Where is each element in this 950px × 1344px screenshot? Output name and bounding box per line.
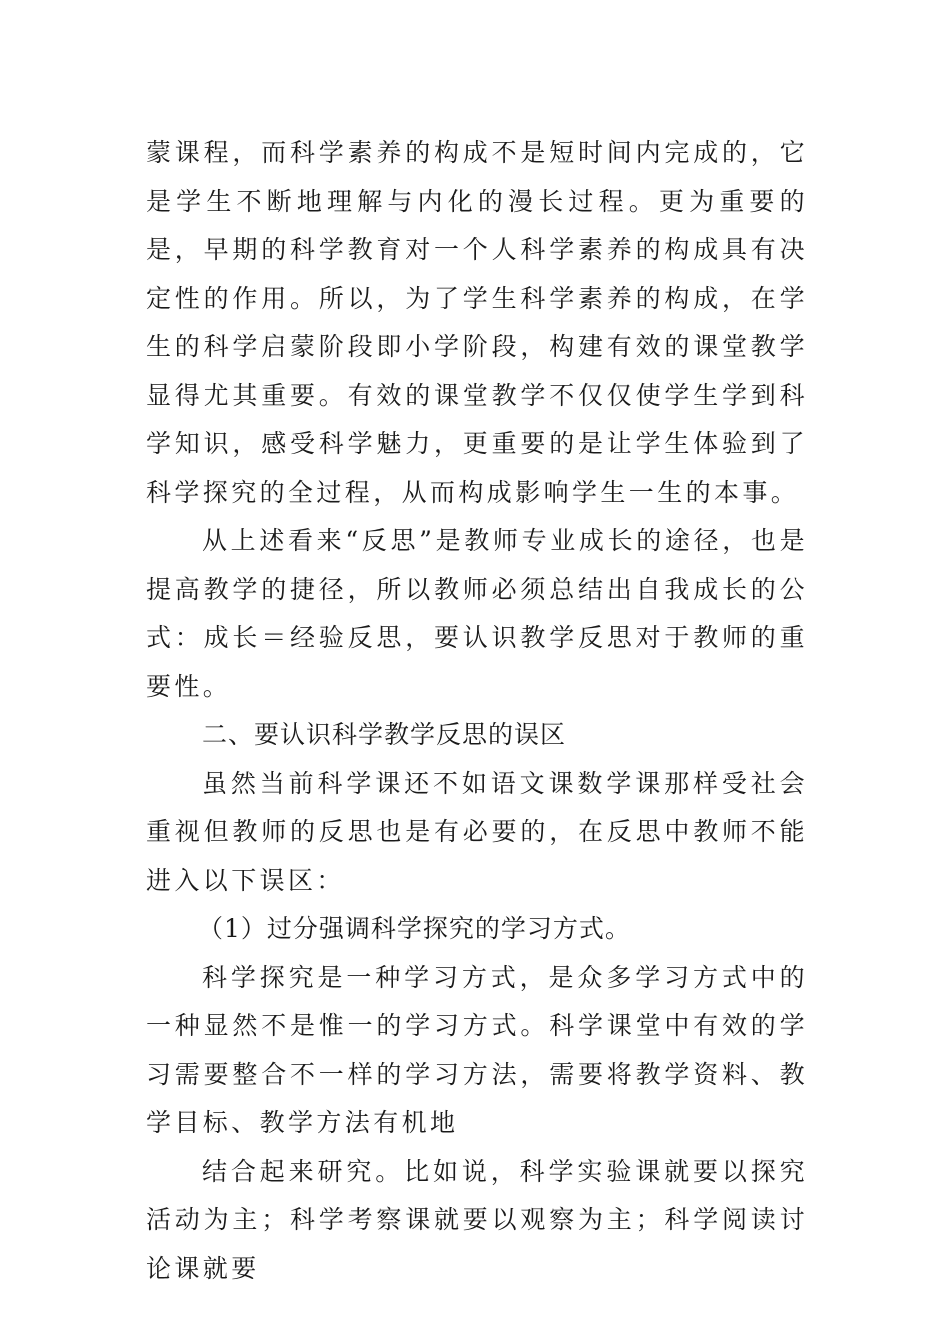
section-heading: 二、要认识科学教学反思的误区 (202, 720, 567, 749)
paragraph-combination: 结合起来研究。比如说，科学实验课就要以探究活动为主；科学考察课就要以观察为主；科学阅读讨论课就要 (146, 1156, 808, 1283)
paragraph-inquiry: 科学探究是一种学习方式，是众多学习方式中的一种显然不是惟一的学习方式。科学课堂中有效的学习需要整合不一样的学习方法，需要将教学资料、教学目标、教学方法有机地 (146, 962, 808, 1137)
paragraph-reflection: 从上述看来“反思”是教师专业成长的途径，也是提高教学的捷径，所以教师必须总结出自我成长的公式：成长＝经验反思，要认识教学反思对于教师的重要性。 (146, 526, 808, 701)
paragraph-continuation: 蒙课程，而科学素养的构成不是短时间内完成的，它是学生不断地理解与内化的漫长过程。更为重要的是，早期的科学教育对一个人科学素养的构成具有决定性的作用。所以，为了学生科学素养的构成，在学生的科学启蒙阶段即小学阶段，构建有效的课堂教学显得尤其重要。有效的课堂教学不仅仅使学生学到科学知识，感受科学魅力，更重要的是让学生体验到了科学探究的全过程，从而构成影响学生一生的本事。 (146, 138, 808, 507)
list-item-1: （1）过分强调科学探究的学习方式。 (198, 914, 631, 943)
paragraph-misconceptions-intro: 虽然当前科学课还不如语文课数学课那样受社会重视但教师的反思也是有必要的，在反思中教师不能进入以下误区： (146, 768, 808, 895)
document-body (146, 129, 808, 1293)
